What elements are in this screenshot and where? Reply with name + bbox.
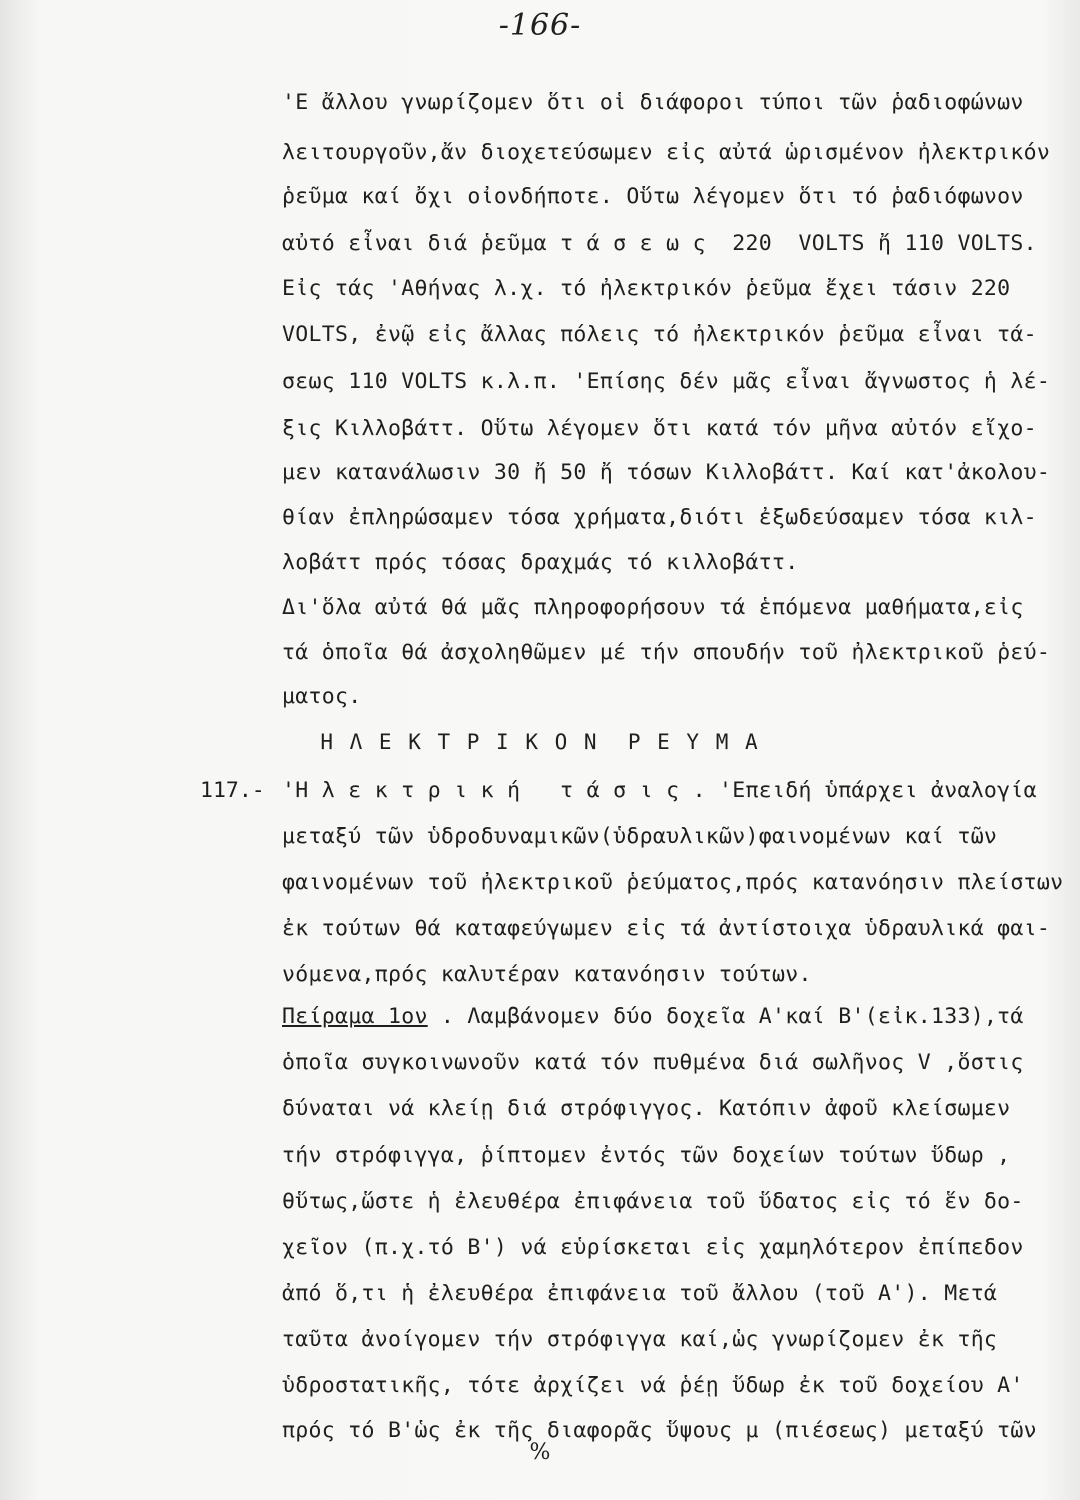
text-line: 'Ε ἄλλου γνωρίζομεν ὅτι οἱ διάφοροι τύποι τῶν ῥαδιοφώνων [282,90,1024,115]
section-heading: Η Λ Ε Κ Τ Ρ Ι Κ Ο Ν Ρ Ε Υ Μ Α [320,730,760,754]
experiment-label: Πείραμα 1ον [282,1004,428,1029]
text-line: ῥεῦμα καί ὄχι οἰονδήποτε. Οὕτω λέγομεν ὅτι τό ῥαδιόφωνον [282,184,1024,209]
text-line: Δι'ὅλα αὐτά θά μᾶς πληροφορήσουν τά ἑπόμενα μαθήματα,εἰς [282,595,1024,620]
text-line: ὑδροστατικῆς, τότε ἀρχίζει νά ῥέῃ ὕδωρ ἐκ τοῦ δοχείου Α' [282,1373,1024,1398]
text-line: 'Η λ ε κ τ ρ ι κ ή τ ά σ ι ς . 'Επειδή ὑπάρχει ἀναλογία [282,778,1037,803]
text-line: αὐτό εἶναι διά ῥεῦμα τ ά σ ε ω ς 220 VOLTS ἤ 110 VOLTS. [282,231,1037,256]
text-line: νόμενα,πρός καλυτέραν κατανόησιν τούτων. [282,962,812,987]
text-line: θὕτως,ὥστε ἡ ἐλευθέρα ἐπιφάνεια τοῦ ὕδατος εἰς τό ἕν δο- [282,1189,1024,1214]
text-line: τά ὁποῖα θά ἀσχοληθῶμεν μέ τήν σπουδήν τοῦ ἠλεκτρικοῦ ῥεύ- [282,640,1051,665]
text-line: θίαν ἐπληρώσαμεν τόσα χρήματα,διότι ἐξωδεύσαμεν τόσα κιλ- [282,505,1037,530]
section-number: 117.- [200,778,265,803]
experiment-intro: . Λαμβάνομεν δύο δοχεῖα Α'καί Β'(εἰκ.133),τά [427,1004,1024,1029]
text-line: λοβάττ πρός τόσας δραχμάς τό κιλλοβάττ. [282,550,799,575]
text-line: ξις Κιλλοβάττ. Οὕτω λέγομεν ὅτι κατά τόν μῆνα αὐτόν εἴχο- [282,416,1037,441]
text-line: χεῖον (π.χ.τό Β') νά εὑρίσκεται εἰς χαμηλότερον ἐπίπεδον [282,1235,1024,1260]
text-line: πρός τό Β'ὡς ἐκ τῆς διαφορᾶς ὕψους μ (πιέσεως) μεταξύ τῶν [282,1418,1037,1443]
text-line: φαινομένων τοῦ ἠλεκτρικοῦ ῥεύματος,πρός κατανόησιν πλείστων [282,870,1064,895]
text-line: δύναται νά κλείῃ διά στρόφιγγος. Κατόπιν ἀφοῦ κλείσωμεν [282,1096,1011,1121]
text-line: Εἰς τάς 'Αθήνας λ.χ. τό ἠλεκτρικόν ῥεῦμα ἔχει τάσιν 220 [282,276,1011,301]
text-line: λειτουργοῦν,ἄν διοχετεύσωμεν εἰς αὐτά ὡρισμένον ἠλεκτρικόν [282,140,1051,165]
text-line: VOLTS, ἐνῷ εἰς ἄλλας πόλεις τό ἠλεκτρικόν ῥεῦμα εἶναι τά- [282,322,1037,347]
text-line: ἀπό ὅ,τι ἡ ἐλευθέρα ἐπιφάνεια τοῦ ἄλλου (τοῦ Α'). Μετά [282,1281,998,1306]
text-line: ματος. [282,684,362,709]
footer-mark: % [529,1440,551,1465]
text-line: ταῦτα ἀνοίγομεν τήν στρόφιγγα καί,ὡς γνωρίζομεν ἐκ τῆς [282,1327,998,1352]
text-line: μεταξύ τῶν ὑδροδυναμικῶν(ὑδραυλικῶν)φαινομένων καί τῶν [282,824,998,849]
text-line: μεν κατανάλωσιν 30 ἤ 50 ἤ τόσων Κιλλοβάττ. Καί κατ'ἀκολου- [282,460,1051,485]
page-number: -166- [498,8,582,43]
text-line: ὁποῖα συγκοινωνοῦν κατά τόν πυθμένα διά σωλῆνος V ,ὅστις [282,1050,1024,1075]
experiment-heading-line [282,1002,1024,1032]
text-line: τήν στρόφιγγα, ῥίπτομεν ἐντός τῶν δοχείων τούτων ὕδωρ , [282,1143,1011,1168]
text-line: σεως 110 VOLTS κ.λ.π. 'Επίσης δέν μᾶς εἶναι ἄγνωστος ἡ λέ- [282,369,1051,394]
text-line: ἐκ τούτων θά καταφεύγωμεν εἰς τά ἀντίστοιχα ὑδραυλικά φαι- [282,916,1051,941]
